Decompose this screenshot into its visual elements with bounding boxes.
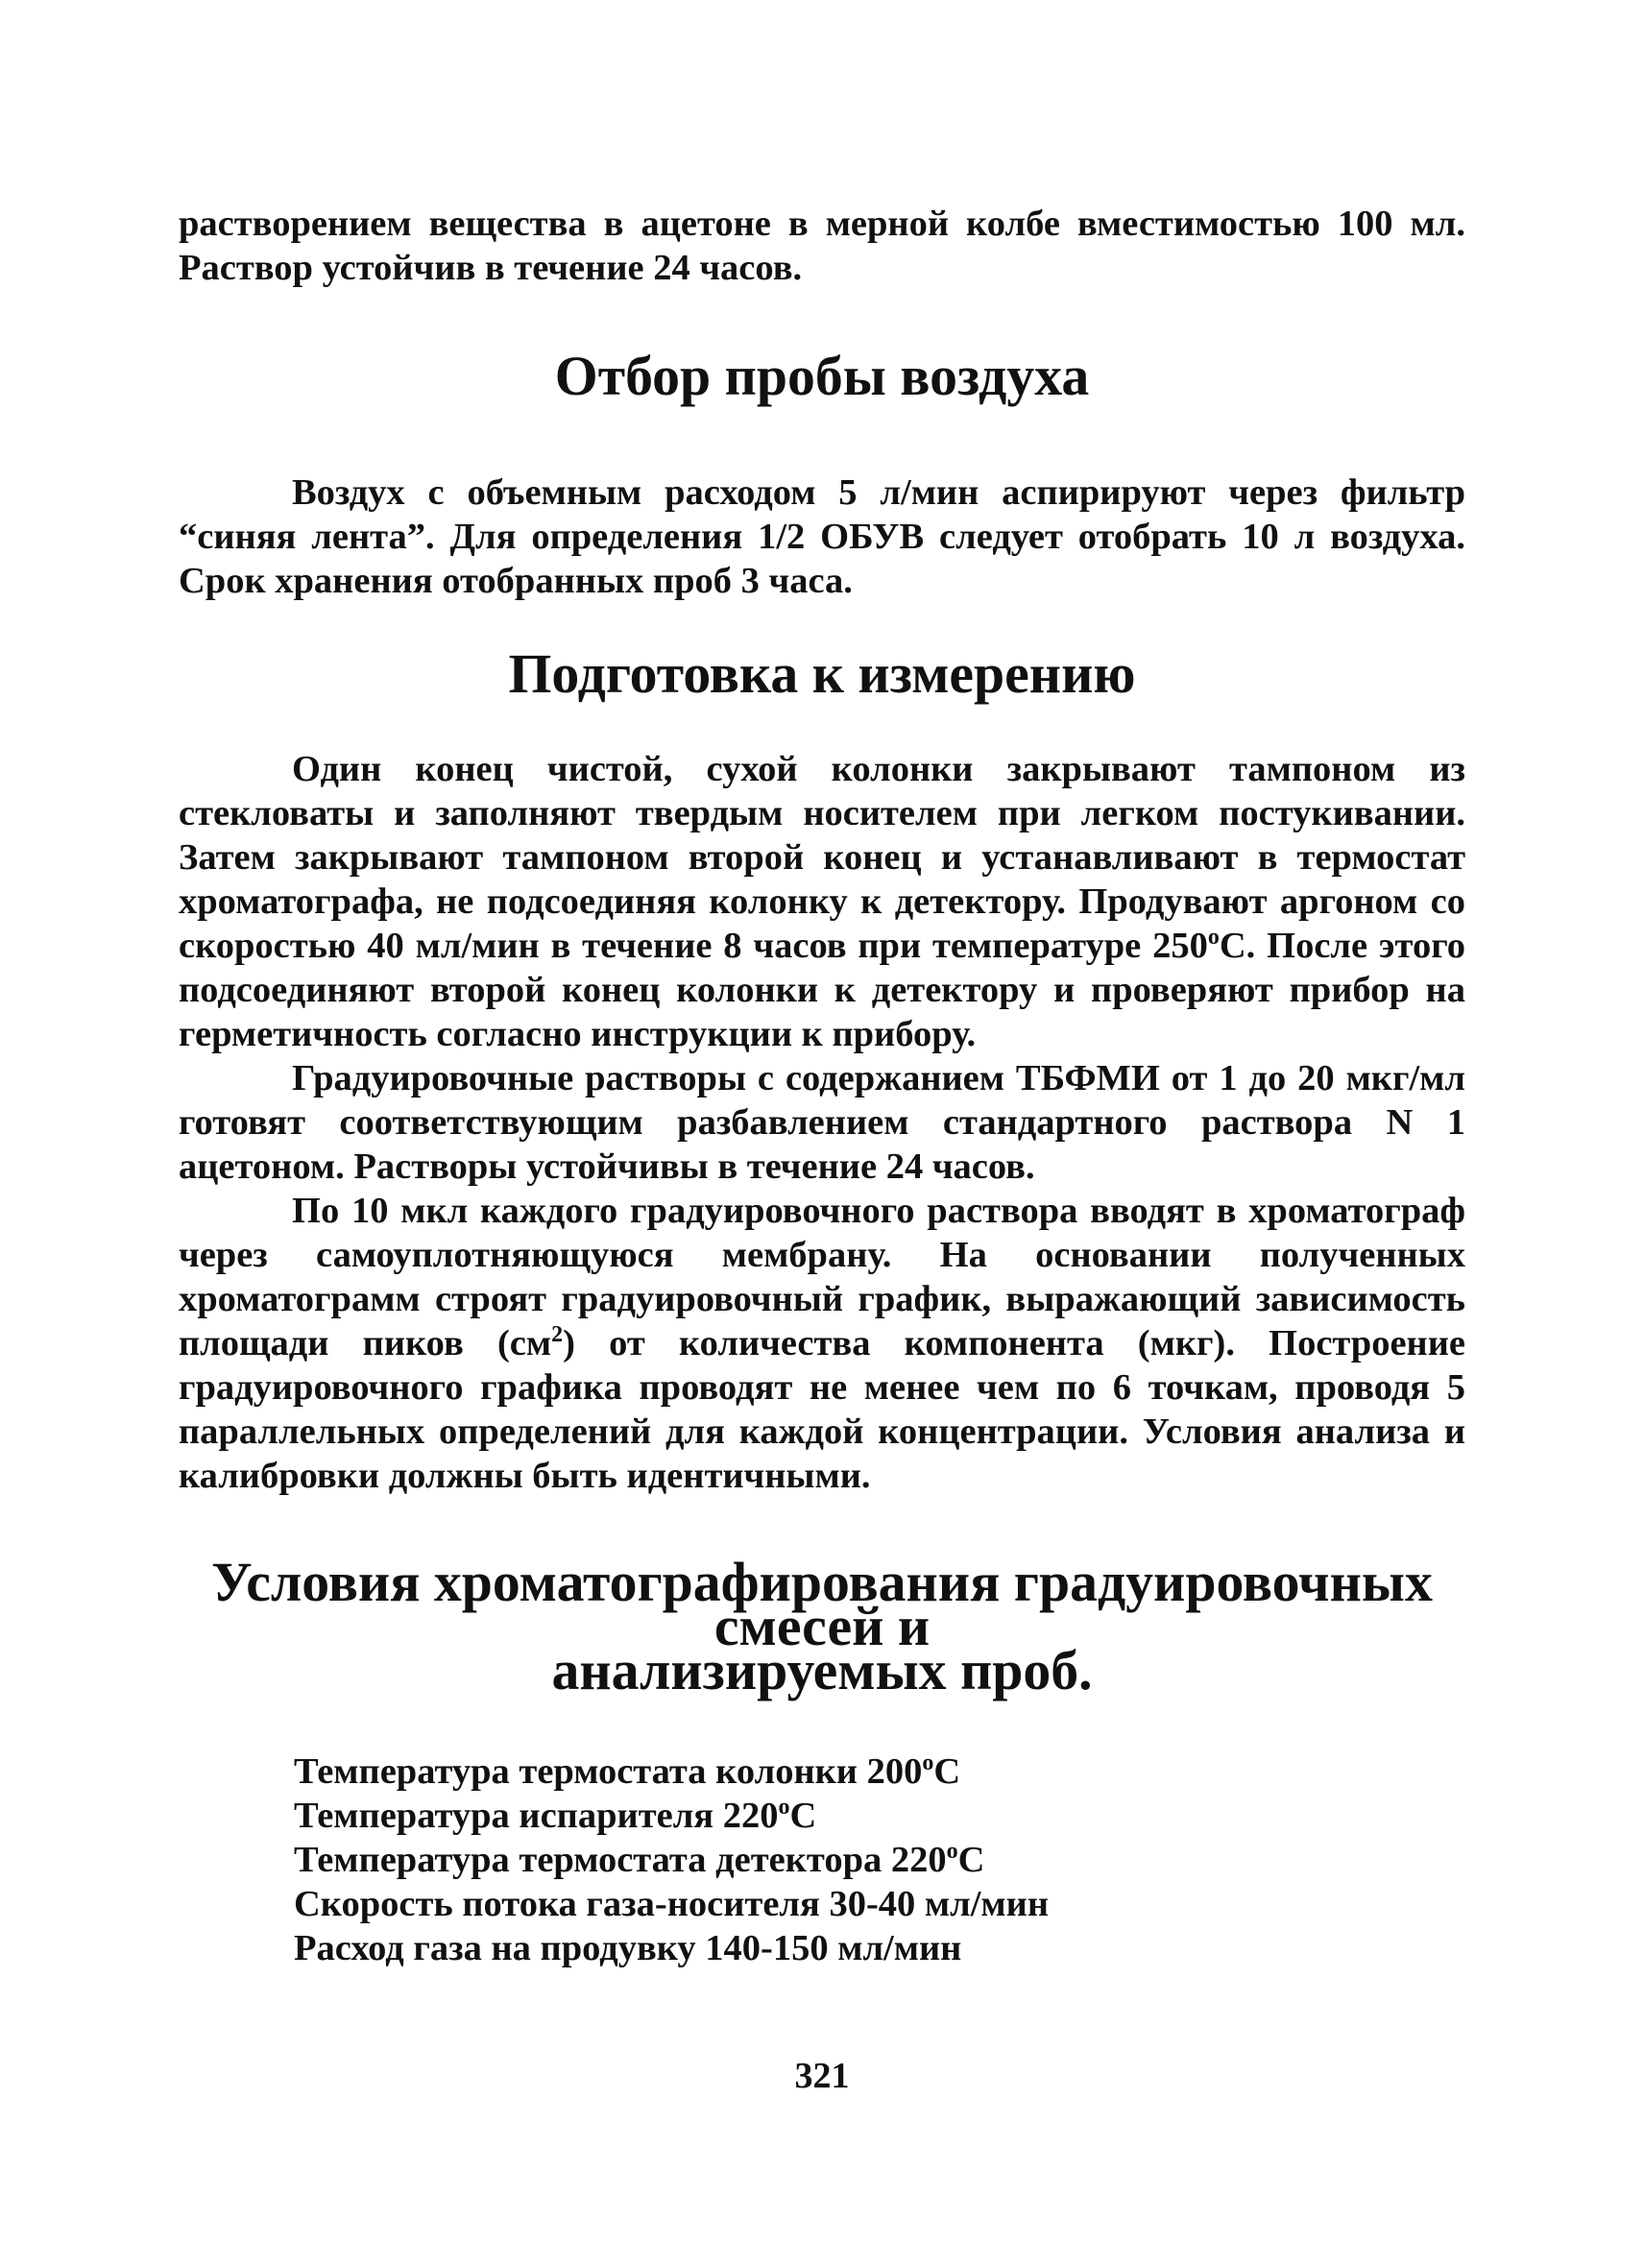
condition-unit: С	[789, 1796, 817, 1836]
calibration-text-part1: По 10 мкл каждого градуировочного раствора вводят в хроматограф через самоуплотняющуюся мембрану. На основании полученных хроматограмм строят градуировочный график, выражающий зависимость площади пиков (см	[179, 1191, 1465, 1363]
condition-item	[294, 1926, 1465, 1970]
air-sampling-paragraph: Воздух с объемным расходом 5 л/мин аспирируют через фильтр “синяя лента”. Для определения 1/2 ОБУВ следует отобрать 10 л воздуха. Срок хранения отобранных проб 3 часа.	[179, 472, 1465, 601]
degree-sign: o	[778, 1795, 790, 1821]
condition-text: Скорость потока газа-носителя 30-40 мл/мин	[294, 1884, 1050, 1924]
preparation-paragraph-calibration-solutions: Градуировочные растворы с содержанием ТБФМИ от 1 до 20 мкг/мл готовят соответствующим разбавлением стандартного раствора N 1 ацетоном. Растворы устойчивы в течение 24 часов.	[179, 1058, 1465, 1187]
page-number: 321	[794, 2056, 850, 2096]
condition-text: Температура испарителя 220	[294, 1796, 779, 1836]
condition-item	[294, 1882, 1465, 1926]
condition-text: Температура термостата детектора 220	[294, 1840, 947, 1880]
document-page	[179, 202, 1465, 1970]
degree-sign: o	[946, 1839, 958, 1865]
preparation-paragraph-calibration-graph	[179, 1189, 1465, 1498]
intro-paragraph: растворением вещества в ацетоне в мерной колбе вместимостью 100 мл. Раствор устойчив в течение 24 часов.	[179, 204, 1465, 288]
degree-sign: o	[1207, 925, 1220, 951]
calibration-text-part2: ) от количества компонента (мкг). Построение градуировочного графика проводят не менее чем по 6 точкам, проводя 5 параллельных определений для каждой концентрации. Условия анализа и калибровки должны быть идентичными.	[179, 1323, 1466, 1496]
heading-chromatography-conditions	[179, 1553, 1465, 1701]
heading-air-sampling: Отбор пробы воздуха	[554, 347, 1090, 407]
preparation-text-part2: С. После этого подсоединяют второй конец колонки к детектору и проверяют прибор на герметичность согласно инструкции к прибору.	[179, 926, 1465, 1054]
condition-unit: С	[957, 1840, 985, 1880]
condition-text: Расход газа на продувку 140-150 мл/мин	[294, 1928, 962, 1968]
condition-item	[294, 1749, 1465, 1794]
degree-sign: o	[922, 1750, 934, 1776]
preparation-paragraph-column	[179, 747, 1465, 1056]
condition-item	[294, 1838, 1465, 1882]
preparation-text-part1: Один конец чистой, сухой колонки закрывают тампоном из стекловаты и заполняют твердым носителем при легком постукивании. Затем закрывают тампоном второй конец и устанавливают в термостат хроматографа, не подсоединяя колонку к детектору. Продувают аргоном со скоростью 40 мл/мин в течение 8 часов при температуре 250	[179, 749, 1465, 966]
condition-item	[294, 1794, 1465, 1838]
condition-unit: С	[933, 1751, 961, 1792]
squared-sign: 2	[551, 1322, 564, 1348]
heading-conditions-line1: Условия хроматографирования градуировочных смесей и	[211, 1553, 1433, 1657]
condition-text: Температура термостата колонки 200	[294, 1751, 923, 1792]
heading-measurement-preparation: Подготовка к измерению	[508, 644, 1136, 705]
conditions-list	[179, 1749, 1465, 1970]
heading-conditions-line2: анализируемых проб.	[551, 1641, 1093, 1701]
